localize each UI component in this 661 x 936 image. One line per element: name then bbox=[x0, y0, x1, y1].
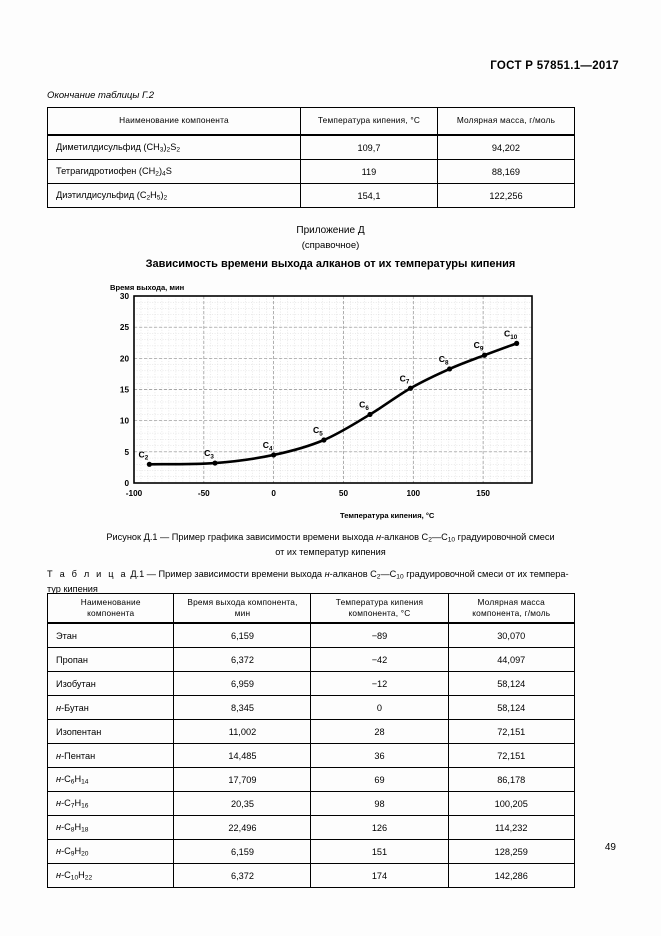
table-cell-temp: 28 bbox=[311, 720, 448, 744]
table-cell-molar: 114,232 bbox=[448, 816, 575, 840]
table-cell-molar: 72,151 bbox=[448, 744, 575, 768]
figure-caption-n: н bbox=[376, 532, 382, 542]
table-row bbox=[48, 648, 575, 672]
appendix-heading bbox=[0, 224, 661, 252]
table-cell-name: н-Пентан bbox=[48, 744, 174, 768]
table-row bbox=[48, 696, 575, 720]
table-cell-time: 17,709 bbox=[174, 768, 311, 792]
appendix-title: Зависимость времени выхода алканов от их температуры кипения bbox=[145, 258, 516, 270]
table-row bbox=[48, 672, 575, 696]
table-cell-name: Изобутан bbox=[48, 672, 174, 696]
table-cell-name: $н-C_9H_{20}$ bbox=[48, 840, 174, 864]
table-cell-time: 14,485 bbox=[174, 744, 311, 768]
svg-text:C5: $C_5$ bbox=[313, 424, 323, 438]
table-d1-col-time: Время выхода компонента, мин bbox=[174, 594, 311, 624]
table-row bbox=[48, 744, 575, 768]
table-cell-time: 6,159 bbox=[174, 840, 311, 864]
svg-text:C7: $C_7$ bbox=[399, 373, 410, 386]
table-cell-boiling: 109,7 bbox=[300, 135, 437, 160]
figure-caption-dash: —C bbox=[431, 532, 448, 542]
table-cell-molar: 94,202 bbox=[437, 135, 574, 160]
table-cell-temp: −12 bbox=[311, 672, 448, 696]
table-d1-caption-n: н bbox=[324, 569, 330, 579]
table-cell-time: 8,345 bbox=[174, 696, 311, 720]
table-cell-molar: 30,070 bbox=[448, 623, 575, 648]
table-row bbox=[48, 768, 575, 792]
table-cell-name: Изопентан bbox=[48, 720, 174, 744]
table-row bbox=[48, 720, 575, 744]
table-cell-name: Тетрагидротиофен $(CH_2)_4S$ bbox=[48, 160, 301, 184]
table-row bbox=[48, 816, 575, 840]
table-row bbox=[48, 792, 575, 816]
svg-text:C10: $C_{10}$ bbox=[504, 328, 518, 341]
table-d1-caption-line2: тур кипения bbox=[47, 583, 98, 594]
table-cell-temp: −42 bbox=[311, 648, 448, 672]
table-cell-molar: 142,286 bbox=[448, 864, 575, 888]
table-g2-col-molar: Молярная масса, г/моль bbox=[437, 108, 574, 136]
table-d1-caption-c: градуировочной смеси от их темпера- bbox=[403, 569, 569, 579]
figure-caption-text-c: градуировочной смеси bbox=[455, 532, 555, 542]
svg-text:20: 20 bbox=[119, 354, 129, 364]
table-cell-temp: 0 bbox=[311, 696, 448, 720]
svg-text:-100: -100 bbox=[125, 489, 143, 498]
svg-text:15: 15 bbox=[119, 385, 129, 395]
table-cell-name: $н-C_{10}H_{22}$ bbox=[48, 864, 174, 888]
svg-text:C8: $C_8$ bbox=[438, 353, 449, 367]
table-cell-temp: −89 bbox=[311, 623, 448, 648]
table-d1 bbox=[47, 593, 575, 888]
figure-caption-text-b: -алканов C bbox=[381, 532, 429, 542]
table-row bbox=[48, 864, 575, 888]
table-g2-col-boiling: Температура кипения, °С bbox=[300, 108, 437, 136]
figure-caption-line2: от их температур кипения bbox=[275, 546, 386, 557]
table-row bbox=[48, 840, 575, 864]
table-cell-temp: 36 bbox=[311, 744, 448, 768]
table-cell-time: 20,35 bbox=[174, 792, 311, 816]
table-cell-temp: 151 bbox=[311, 840, 448, 864]
table-d1-caption-sub-10: 10 bbox=[396, 573, 404, 581]
svg-text:-50: -50 bbox=[197, 489, 210, 498]
table-row bbox=[48, 184, 575, 208]
table-cell-molar: 86,178 bbox=[448, 768, 575, 792]
table-d1-col-molar: Молярная масса компонента, г/моль bbox=[448, 594, 575, 624]
appendix-kind: (справочное) bbox=[301, 239, 360, 251]
table-d1-header-row bbox=[48, 594, 575, 624]
table-cell-time: 22,496 bbox=[174, 816, 311, 840]
table-cell-molar: 128,259 bbox=[448, 840, 575, 864]
svg-text:10: 10 bbox=[119, 416, 129, 426]
table-g2-col-name: Наименование компонента bbox=[48, 108, 301, 136]
table-cell-time: 6,372 bbox=[174, 648, 311, 672]
table-row bbox=[48, 160, 575, 184]
svg-text:5: 5 bbox=[124, 447, 129, 457]
svg-text:C6: $C_6$ bbox=[359, 399, 369, 412]
table-g2 bbox=[47, 107, 575, 208]
figure-caption-sub-2: 2 bbox=[428, 536, 432, 544]
table-cell-temp: 69 bbox=[311, 768, 448, 792]
table-cell-name: Этан bbox=[48, 623, 174, 648]
table-d1-col-temp: Температура кипения компонента, °С bbox=[311, 594, 448, 624]
document-standard-header: ГОСТ Р 57851.1—2017 bbox=[490, 60, 619, 72]
chart-y-axis-label: Время выхода, мин bbox=[110, 283, 185, 292]
table-cell-molar: 122,256 bbox=[437, 184, 574, 208]
table-cell-name: Диметилдисульфид $(CH_3)_2S_2$ bbox=[48, 135, 301, 160]
table-cell-time: 6,159 bbox=[174, 623, 311, 648]
table-cell-time: 6,959 bbox=[174, 672, 311, 696]
table-cell-name: $н-C_8H_{18}$ bbox=[48, 816, 174, 840]
svg-text:C9: $C_9$ bbox=[473, 340, 484, 353]
table-d1-caption-sub-2: 2 bbox=[376, 573, 381, 581]
svg-text:25: 25 bbox=[119, 323, 129, 333]
table-cell-name: Диэтилдисульфид $(C_2H_5)_2$ bbox=[48, 184, 301, 208]
retention-time-chart bbox=[104, 283, 536, 521]
svg-text:C2: $C_2$ bbox=[138, 449, 149, 462]
table-cell-temp: 126 bbox=[311, 816, 448, 840]
figure-caption-sub-10: 10 bbox=[447, 536, 456, 544]
table-d1-col-name: Наименование компонента bbox=[48, 594, 174, 624]
svg-text:0: 0 bbox=[271, 489, 276, 498]
chart-x-axis-label: Температура кипения, °С bbox=[340, 511, 435, 520]
svg-text:30: 30 bbox=[119, 292, 129, 301]
table-row bbox=[48, 135, 575, 160]
table-cell-molar: 44,097 bbox=[448, 648, 575, 672]
page-number: 49 bbox=[604, 842, 616, 853]
svg-text:150: 150 bbox=[476, 489, 490, 498]
table-g2-caption: Окончание таблицы Г.2 bbox=[47, 90, 155, 101]
table-row bbox=[48, 623, 575, 648]
table-d1-caption-dash: —C bbox=[380, 569, 397, 579]
chart-plot bbox=[104, 283, 536, 508]
svg-text:50: 50 bbox=[338, 489, 349, 498]
table-cell-name: Пропан bbox=[48, 648, 174, 672]
table-cell-temp: 98 bbox=[311, 792, 448, 816]
svg-text:0: 0 bbox=[124, 479, 129, 488]
table-cell-molar: 100,205 bbox=[448, 792, 575, 816]
svg-text:C4: $C_4$ bbox=[262, 439, 273, 453]
table-cell-name: $н-C_6H_{14}$ bbox=[48, 768, 174, 792]
table-cell-boiling: 154,1 bbox=[300, 184, 437, 208]
table-d1-caption-b: -алканов C bbox=[329, 569, 377, 579]
table-d1-caption-a: Д.1 — Пример зависимости времени выхода bbox=[127, 569, 325, 579]
table-cell-molar: 72,151 bbox=[448, 720, 575, 744]
table-g2-header-row bbox=[48, 108, 575, 136]
table-cell-boiling: 119 bbox=[300, 160, 437, 184]
table-cell-molar: 88,169 bbox=[437, 160, 574, 184]
appendix-label: Приложение Д bbox=[296, 225, 365, 236]
svg-text:C3: $C_3$ bbox=[204, 448, 214, 461]
figure-caption-text-a: Рисунок Д.1 — Пример графика зависимости времени выхода bbox=[106, 532, 377, 542]
table-cell-temp: 174 bbox=[311, 864, 448, 888]
table-cell-name: н-Бутан bbox=[48, 696, 174, 720]
svg-text:100: 100 bbox=[406, 489, 421, 498]
table-cell-molar: 58,124 bbox=[448, 696, 575, 720]
figure-caption bbox=[60, 531, 601, 559]
table-d1-caption-label: Т а б л и ц а bbox=[47, 569, 128, 579]
table-cell-time: 11,002 bbox=[174, 720, 311, 744]
table-cell-name: $н-C_7H_{16}$ bbox=[48, 792, 174, 816]
table-cell-time: 6,372 bbox=[174, 864, 311, 888]
table-cell-molar: 58,124 bbox=[448, 672, 575, 696]
